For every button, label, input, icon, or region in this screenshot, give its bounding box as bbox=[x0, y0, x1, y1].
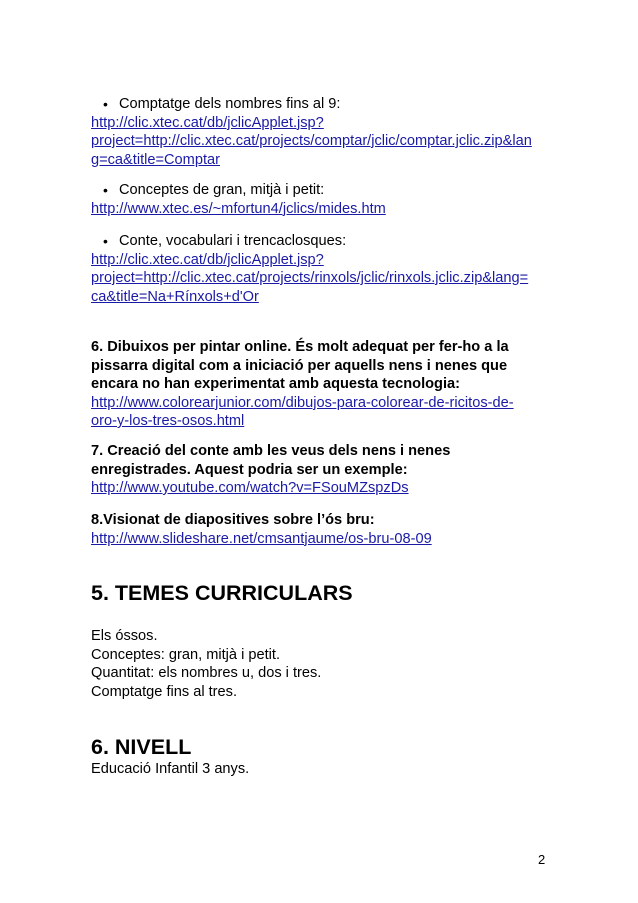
bullet-icon: • bbox=[103, 96, 108, 112]
activity-link-line[interactable]: http://www.slideshare.net/cmsantjaume/os-bru-08-09 bbox=[91, 530, 432, 547]
bullet-icon: • bbox=[103, 233, 108, 249]
bullet-item bbox=[91, 95, 561, 114]
activity-link-line[interactable]: http://www.youtube.com/watch?v=FSouMZspzDs bbox=[91, 480, 409, 496]
body-line: Comptatge fins al tres. bbox=[91, 683, 238, 700]
resource-link-line[interactable]: http://clic.xtec.cat/db/jclicApplet.jsp? bbox=[91, 114, 324, 131]
activity-item bbox=[91, 338, 561, 431]
body-line: Els óssos. bbox=[91, 628, 158, 644]
resource-label: Conte, vocabulari i trencaclosques: bbox=[119, 233, 347, 249]
resource-link-line[interactable]: http://www.xtec.es/~mfortun4/jclics/mides.htm bbox=[91, 200, 386, 217]
bullet-item bbox=[91, 232, 561, 251]
resource-link-line[interactable]: project=http://clic.xtec.cat/projects/rinxols/jclic/rinxols.jclic.zip&lang= bbox=[91, 270, 529, 286]
body-line: Educació Infantil 3 anys. bbox=[91, 761, 250, 777]
section-body bbox=[91, 627, 561, 701]
activity-text: pissarra digital com a iniciació per aquells nens i nenes que bbox=[91, 357, 508, 374]
resource-label: Comptatge dels nombres fins al 9: bbox=[119, 96, 341, 112]
resource-link-line[interactable]: g=ca&title=Comptar bbox=[91, 151, 220, 168]
resource-link-line[interactable]: ca&title=Na+Rínxols+d'Or bbox=[91, 288, 259, 305]
resource-label: Conceptes de gran, mitjà i petit: bbox=[119, 182, 325, 198]
section-heading: 5. TEMES CURRICULARS bbox=[91, 581, 353, 605]
activity-text: enregistrades. Aquest podria ser un exemple: bbox=[91, 461, 408, 478]
body-line: Quantitat: els nombres u, dos i tres. bbox=[91, 665, 322, 681]
activity-text: 7. Creació del conte amb les veus dels nens i nenes bbox=[91, 443, 451, 459]
activity-item bbox=[91, 511, 561, 548]
resource-link-line[interactable]: http://clic.xtec.cat/db/jclicApplet.jsp? bbox=[91, 251, 324, 268]
activity-item bbox=[91, 442, 561, 498]
activity-text: encara no han experimentat amb aquesta tecnologia: bbox=[91, 376, 460, 392]
section-heading: 6. NIVELL bbox=[91, 735, 192, 759]
section-nivell bbox=[91, 734, 561, 779]
bullet-icon: • bbox=[103, 182, 108, 198]
activity-text: 6. Dibuixos per pintar online. És molt adequat per fer-ho a la bbox=[91, 339, 509, 355]
activity-link-line[interactable]: oro-y-los-tres-osos.html bbox=[91, 413, 245, 429]
activity-link-line[interactable]: http://www.colorearjunior.com/dibujos-para-colorear-de-ricitos-de- bbox=[91, 394, 514, 411]
section-temes-curriculars bbox=[91, 580, 561, 606]
resource-link-line[interactable]: project=http://clic.xtec.cat/projects/comptar/jclic/comptar.jclic.zip&lan bbox=[91, 133, 532, 149]
body-line: Conceptes: gran, mitjà i petit. bbox=[91, 646, 280, 663]
resource-item bbox=[91, 232, 561, 306]
resource-item bbox=[91, 181, 561, 218]
resource-item bbox=[91, 95, 561, 169]
bullet-item bbox=[91, 181, 561, 200]
page-number: 2 bbox=[538, 852, 546, 867]
activity-text: 8.Visionat de diapositives sobre l’ós bru: bbox=[91, 512, 375, 528]
